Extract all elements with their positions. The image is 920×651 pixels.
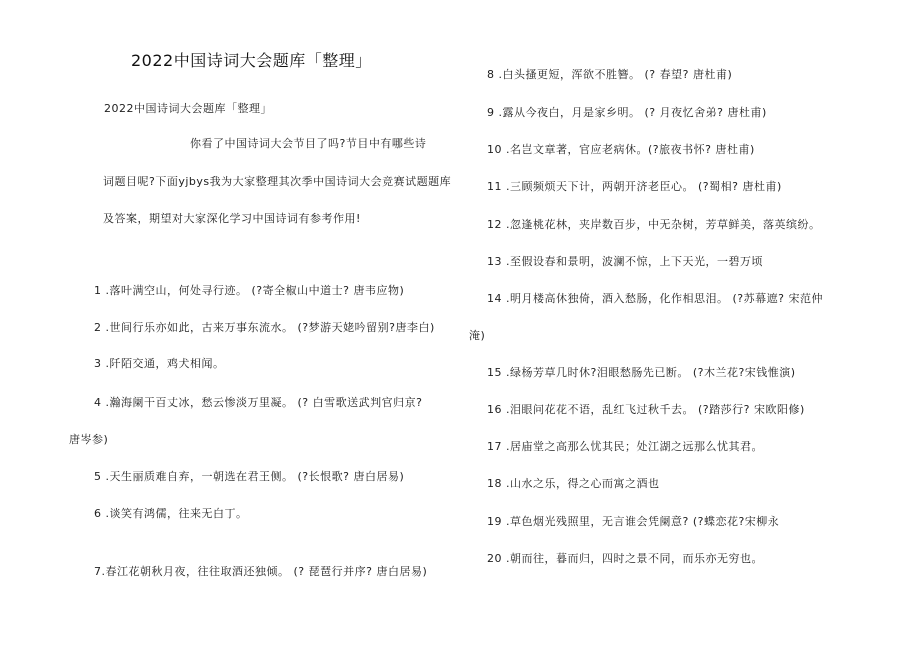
question-item: 11 .三顾频烦天下计，两朝开济老臣心。 (?蜀相? 唐杜甫)	[487, 180, 782, 193]
question-item: 12 .忽逢桃花林，夹岸数百步，中无杂树，芳草鲜美，落英缤纷。	[487, 218, 821, 231]
question-item: 5 .天生丽质难自弃，一朝选在君王侧。 (?长恨歌? 唐白居易)	[94, 470, 405, 483]
question-item: 16 .泪眼问花花不语，乱红飞过秋千去。 (?踏莎行? 宋欧阳修)	[487, 403, 805, 416]
question-item: 7.春江花朝秋月夜，往往取酒还独倾。 (? 琵琶行并序? 唐白居易)	[94, 565, 428, 578]
question-item: 14 .明月楼高休独倚，酒入愁肠，化作相思泪。 (?苏幕遮? 宋范仲	[487, 292, 823, 305]
question-item: 18 .山水之乐，得之心而寓之酒也	[487, 477, 660, 490]
question-item: 9 .露从今夜白，月是家乡明。 (? 月夜忆舍弟? 唐杜甫)	[487, 106, 767, 119]
question-item: 20 .朝而往，暮而归，四时之景不同，而乐亦无穷也。	[487, 552, 763, 565]
question-item: 2 .世间行乐亦如此，古来万事东流水。 (?梦游天姥吟留别?唐李白)	[94, 321, 435, 334]
question-item: 1 .落叶满空山，何处寻行迹。 (?寄全椒山中道士? 唐韦应物)	[94, 284, 405, 297]
question-item: 6 .谈笑有鸿儒，往来无白丁。	[94, 507, 248, 520]
question-item: 19 .草色烟光残照里，无言谁会凭阑意? (?蝶恋花?宋柳永	[487, 515, 780, 528]
page-subtitle: 2022中国诗词大会题库「整理」	[104, 102, 272, 115]
intro-line: 你看了中国诗词大会节目了吗?节目中有哪些诗	[190, 137, 427, 150]
page-title: 2022中国诗词大会题库「整理」	[131, 51, 372, 70]
question-item: 8 .白头搔更短，浑欲不胜簪。 (? 春望? 唐杜甫)	[487, 68, 733, 81]
question-item: 10 .名岂文章著，官应老病休。(?旅夜书怀? 唐杜甫)	[487, 143, 755, 156]
question-item: 3 .阡陌交通，鸡犬相闻。	[94, 357, 225, 370]
question-item: 15 .绿杨芳草几时休?泪眼愁肠先已断。 (?木兰花?宋钱惟演)	[487, 366, 796, 379]
question-item-continued: 淹)	[469, 329, 486, 342]
question-item: 4 .瀚海阑干百丈冰，愁云惨淡万里凝。 (? 白雪歌送武判官归京?	[94, 396, 423, 409]
intro-line: 及答案，期望对大家深化学习中国诗词有参考作用!	[103, 212, 361, 225]
question-item-continued: 唐岑参)	[69, 433, 109, 446]
question-item: 13 .至假设春和景明，波澜不惊，上下天光，一碧万顷	[487, 255, 763, 268]
question-item: 17 .居庙堂之高那么忧其民；处江湖之远那么忧其君。	[487, 440, 763, 453]
intro-line: 词题目呢?下面yjbys我为大家整理其次季中国诗词大会竞赛试题题库	[103, 175, 452, 188]
